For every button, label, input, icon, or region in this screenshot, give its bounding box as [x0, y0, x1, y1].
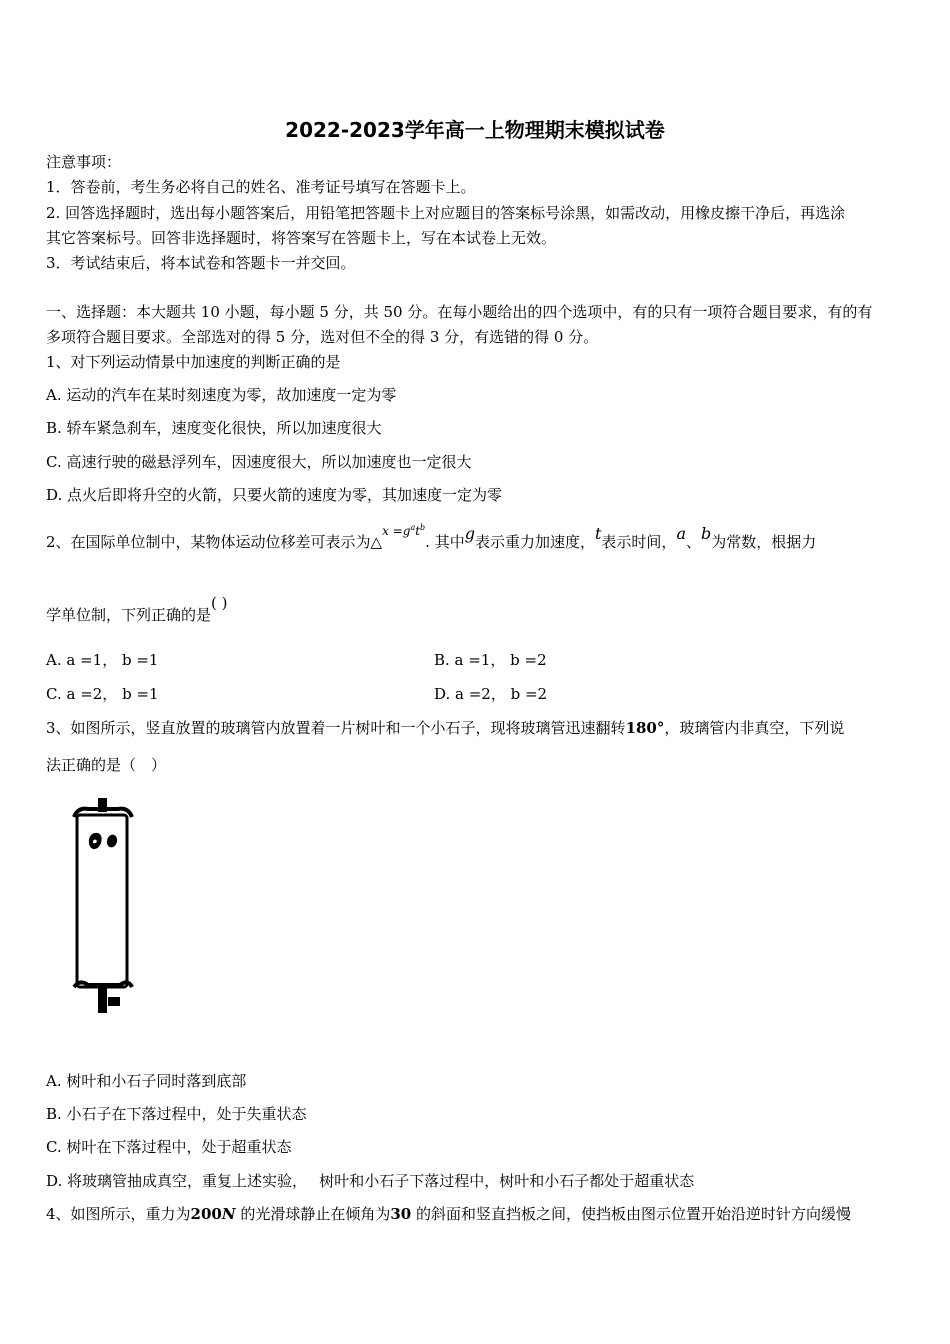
q2-option-a: A. a =1， b =1 — [46, 651, 159, 669]
q1-option-d: D. 点火后即将升空的火箭，只要火箭的速度为零，其加速度一定为零 — [46, 486, 503, 504]
section-instruction-line-1: 一、选择题：本大题共 10 小题，每小题 5 分，共 50 分。在每小题给出的四个选项中，有的只有一项符合题目要求，有的有 — [46, 303, 873, 321]
q3-text-2: ，玻璃管内非真空，下列说 — [664, 719, 845, 737]
q1-option-a: A. 运动的汽车在某时刻速度为零，故加速度一定为零 — [46, 386, 397, 404]
tube-bottom-stem — [98, 987, 107, 1013]
q4-text-2: 的光滑球静止在倾角为 — [235, 1205, 391, 1223]
notes-heading: 注意事项： — [46, 153, 122, 171]
q2-stem-line-2 — [46, 594, 228, 625]
note-item-1: 1．答卷前，考生务必将自己的姓名、准考证号填写在答题卡上。 — [46, 178, 476, 196]
q4-weight-unit: N — [221, 1205, 236, 1223]
q2-symbol-b: b — [701, 524, 712, 543]
q2-text-3: 表示重力加速度， — [474, 533, 595, 551]
q3-option-a: A. 树叶和小石子同时落到底部 — [46, 1072, 247, 1090]
q2-text-2: . 其中 — [425, 533, 465, 551]
q2-symbol-a: a — [676, 524, 686, 543]
note-item-3: 3．考试结束后，将本试卷和答题卡一并交回。 — [46, 254, 356, 272]
page-title: 2022-2023学年高一上物理期末模拟试卷 — [285, 118, 665, 142]
q4-angle-value: 30 — [390, 1205, 412, 1223]
q2-text-1: 2、在国际单位制中，某物体运动位移差可表示为△ — [46, 533, 383, 551]
q4-weight-value: 200 — [190, 1205, 222, 1223]
q4-stem-line-1 — [46, 1204, 851, 1224]
q3-option-c: C. 树叶在下落过程中，处于超重状态 — [46, 1138, 292, 1156]
note-item-2-line-1: 2. 回答选择题时，选出每小题答案后，用铅笔把答题卡上对应题目的答案标号涂黑，如需改动，用橡皮擦干净后，再选涂 — [46, 204, 846, 222]
tube-valve — [108, 997, 120, 1006]
q3-stem-line-1 — [46, 718, 844, 738]
q2-answer-paren: ( ) — [211, 594, 228, 612]
q3-angle: 180° — [625, 719, 665, 737]
note-item-2-line-2: 其它答案标号。回答非选择题时，将答案写在答题卡上，写在本试卷上无效。 — [46, 229, 557, 247]
glass-tube-figure — [62, 795, 152, 1020]
q2-option-c: C. a =2， b =1 — [46, 685, 159, 703]
q4-text-1: 4、如图所示，重力为 — [46, 1205, 191, 1223]
q3-option-d: D. 将玻璃管抽成真空，重复上述实验， 树叶和小石子下落过程中，树叶和小石子都处于超重状态 — [46, 1172, 695, 1190]
q1-option-b: B. 轿车紧急刹车，速度变化很快，所以加速度很大 — [46, 419, 382, 437]
q3-text-1: 3、如图所示，竖直放置的玻璃管内放置着一片树叶和一个小石子，现将玻璃管迅速翻转 — [46, 719, 626, 737]
q2-stem-line-1 — [46, 523, 817, 553]
q2-formula: x =gatb — [382, 523, 426, 538]
q2-text-6: 为常数，根据力 — [711, 533, 817, 551]
q2-text-4: 表示时间， — [601, 533, 677, 551]
q2-text-7: 学单位制，下列正确的是 — [46, 606, 212, 624]
q1-stem: 1、对下列运动情景中加速度的判断正确的是 — [46, 353, 341, 371]
q2-text-5: 、 — [685, 533, 701, 551]
section-instruction-line-2: 多项符合题目要求。全部选对的得 5 分，选对但不全的得 3 分，有选错的得 0 分。 — [46, 328, 599, 346]
q3-option-b: B. 小石子在下落过程中，处于失重状态 — [46, 1105, 307, 1123]
q3-stem-line-2: 法正确的是（ ） — [46, 756, 167, 774]
q2-option-d: D. a =2， b =2 — [434, 685, 548, 703]
q2-symbol-g: g — [464, 524, 475, 543]
q4-text-3: 的斜面和竖直挡板之间，使挡板由图示位置开始沿逆时针方向缓慢 — [411, 1205, 852, 1223]
tube-body — [77, 815, 127, 987]
q2-symbol-t: t — [594, 524, 602, 543]
q2-option-b: B. a =1， b =2 — [434, 651, 547, 669]
q1-option-c: C. 高速行驶的磁悬浮列车，因速度很大，所以加速度也一定很大 — [46, 453, 472, 471]
